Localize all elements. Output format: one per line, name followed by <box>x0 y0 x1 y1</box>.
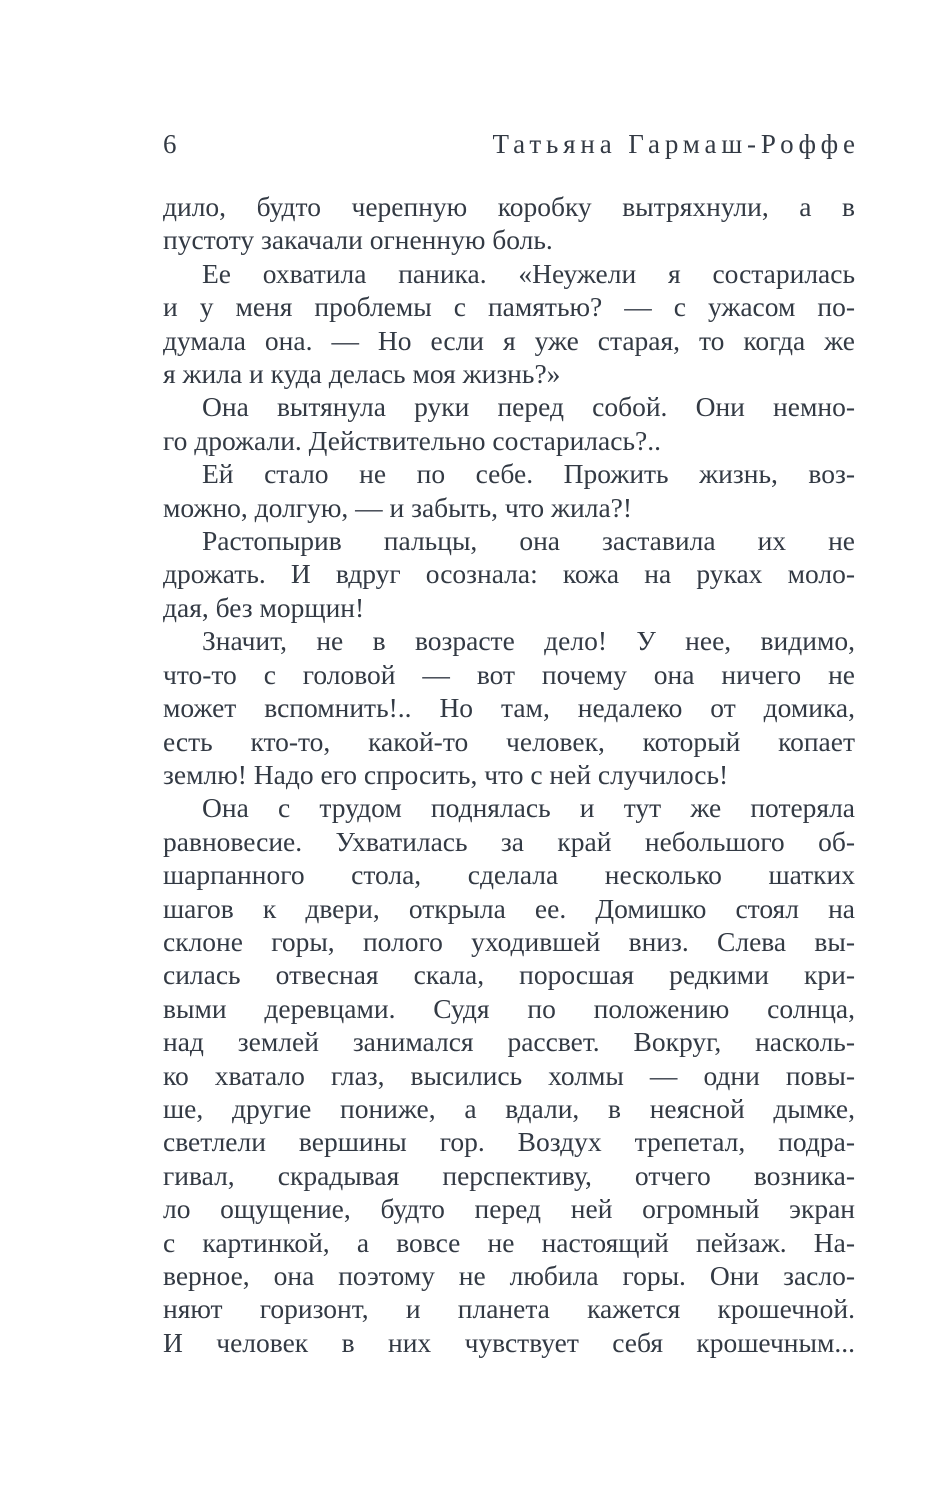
page-number: 6 <box>163 129 177 159</box>
text-line: дая, без морщин! <box>163 591 365 623</box>
text-line: что-то с головой — вот почему она ничего не <box>163 658 855 690</box>
text-line: верное, она поэтому не любила горы. Они засло- <box>163 1260 855 1291</box>
text-line: Ее охватила паника. «Неужели я состарилась <box>202 257 855 289</box>
text-line: И человек в них чувствует себя крошечным... <box>163 1326 855 1358</box>
text-line: я жила и куда делась моя жизнь?» <box>163 358 561 390</box>
text-line: равновесие. Ухватилась за край небольшого об- <box>163 825 855 857</box>
text-line: думала она. — Но если я уже старая, то когда же <box>163 324 855 356</box>
text-line: го дрожали. Действительно состарилась?.. <box>163 424 661 456</box>
text-line: землю! Надо его спросить, что с ней случилось! <box>163 758 729 790</box>
text-line: дрожать. И вдруг осознала: кожа на руках моло- <box>163 558 855 590</box>
text-line: гивал, скрадывая перспективу, отчего возника- <box>163 1159 855 1191</box>
text-line: ло ощущение, будто перед ней огромный экран <box>163 1193 855 1225</box>
text-line: с картинкой, а вовсе не настоящий пейзаж. На- <box>163 1226 855 1258</box>
text-line: Растопырив пальцы, она заставила их не <box>202 525 855 557</box>
text-line: Ей стало не по себе. Прожить жизнь, воз- <box>202 458 855 490</box>
text-line: можно, долгую, — и забыть, что жила?! <box>163 491 633 523</box>
text-line: и у меня проблемы с памятью? — с ужасом по- <box>163 291 855 323</box>
text-line: выми деревцами. Судя по положению солнца, <box>163 992 855 1024</box>
text-line: шарпанного стола, сделала несколько шатких <box>163 859 855 891</box>
text-line: ше, другие пониже, а вдали, в неясной дымке, <box>163 1092 855 1124</box>
text-line: силась отвесная скала, поросшая редкими кри- <box>163 959 855 991</box>
text-line: светлели вершины гор. Воздух трепетал, подра- <box>163 1126 855 1158</box>
text-line: пустоту закачали огненную боль. <box>163 224 553 256</box>
text-line: над землей занимался рассвет. Вокруг, насколь- <box>163 1026 855 1058</box>
running-header <box>163 129 860 160</box>
text-line: шагов к двери, открыла ее. Домишко стоял на <box>163 892 855 924</box>
text-line: может вспомнить!.. Но там, недалеко от домика, <box>163 692 855 724</box>
text-line: есть кто-то, какой-то человек, который копает <box>163 725 855 757</box>
text-line: дило, будто черепную коробку вытряхнули, а в <box>163 191 855 222</box>
text-line: няют горизонт, и планета кажется крошечной. <box>163 1293 855 1325</box>
text-line: ко хватало глаз, высились холмы — одни повы- <box>163 1059 855 1091</box>
text-line: Она вытянула руки перед собой. Они немно- <box>202 391 855 423</box>
running-header-author: Татьяна Гармаш-Роффе <box>492 129 860 159</box>
text-line: Она с трудом поднялась и тут же потеряла <box>202 792 855 824</box>
page-body <box>163 190 855 1359</box>
text-line: Значит, не в возрасте дело! У нее, видимо, <box>202 625 855 657</box>
text-line: склоне горы, полого уходившей вниз. Слева вы- <box>163 925 855 957</box>
